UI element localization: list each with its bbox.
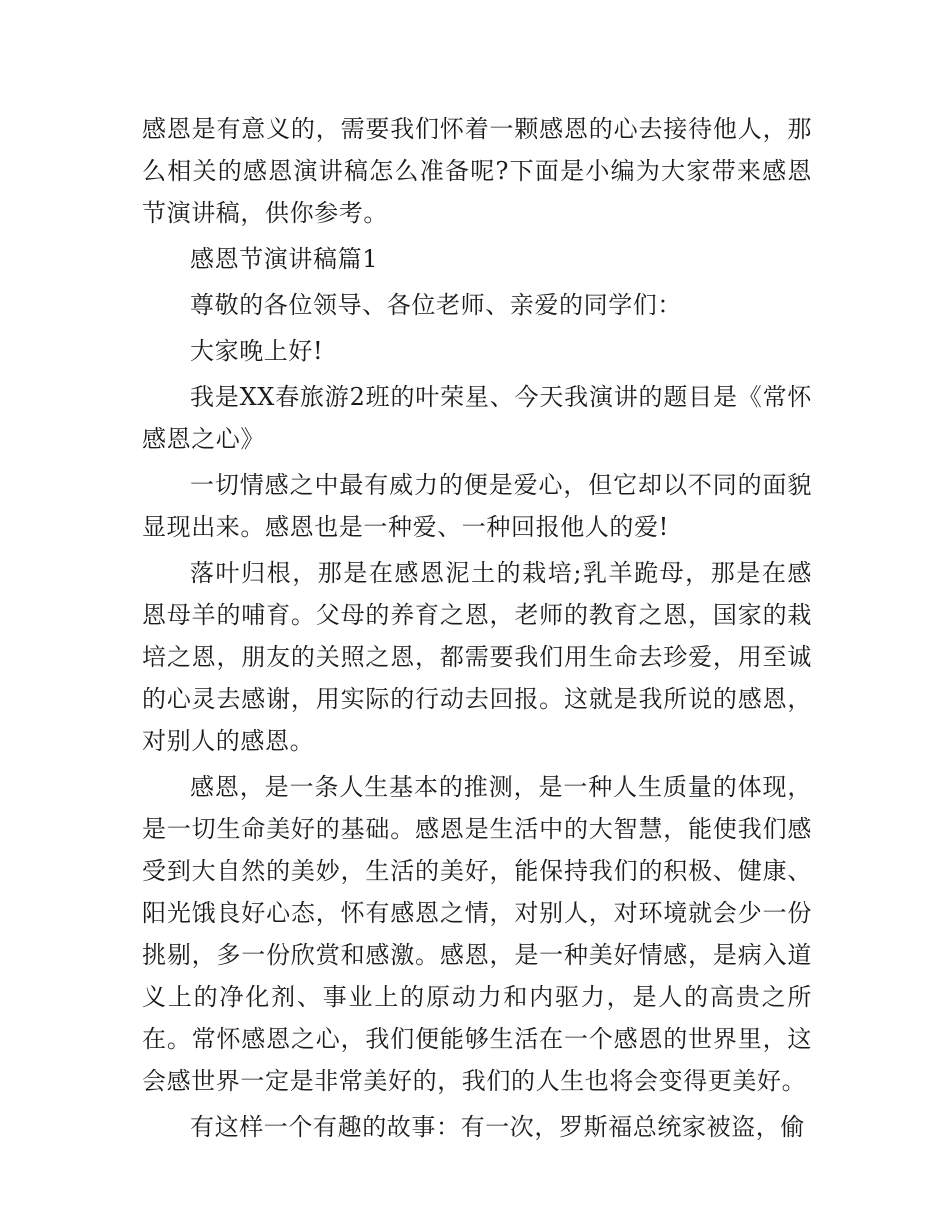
body-paragraph: 有这样一个有趣的故事：有一次，罗斯福总统家被盗，偷 — [190, 1113, 805, 1141]
body-paragraph: 落叶归根，那是在感恩泥土的栽培;乳羊跪母，那是在感恩母羊的哺育。父母的养育之恩，老师的教育之恩，国家的栽培之恩，朋友的关照之恩，都需要我们用生命去珍爱，用至诚的心灵去感谢，用实际的行动去回报。这就是我所说的感恩，对别人的感恩。 — [142, 559, 812, 755]
section-heading: 感恩节演讲稿篇1 — [190, 245, 379, 273]
body-paragraph: 一切情感之中最有威力的便是爱心，但它却以不同的面貌显现出来。感恩也是一种爱、一种回报他人的爱! — [142, 471, 812, 541]
salutation: 尊敬的各位领导、各位老师、亲爱的同学们： — [190, 291, 682, 319]
speaker-introduction: 我是XX春旅游2班的叶荣星、今天我演讲的题目是《常怀感恩之心》 — [142, 383, 812, 453]
document-body — [142, 108, 812, 1152]
greeting: 大家晚上好! — [190, 337, 324, 365]
body-paragraph: 感恩，是一条人生基本的推测，是一种人生质量的体现，是一切生命美好的基础。感恩是生活中的大智慧，能使我们感受到大自然的美妙，生活的美好，能保持我们的积极、健康、阳光饿良好心态，怀有感恩之情，对别人，对环境就会少一份挑剔，多一份欣赏和感激。感恩，是一种美好情感，是病入道义上的净化剂、事业上的原动力和内驱力，是人的高贵之所在。常怀感恩之心，我们便能够生活在一个感恩的世界里，这会感世界一定是非常美好的，我们的人生也将会变得更美好。 — [142, 773, 812, 1095]
intro-paragraph: 感恩是有意义的，需要我们怀着一颗感恩的心去接待他人，那么相关的感恩演讲稿怎么准备呢?下面是小编为大家带来感恩节演讲稿，供你参考。 — [142, 115, 812, 227]
